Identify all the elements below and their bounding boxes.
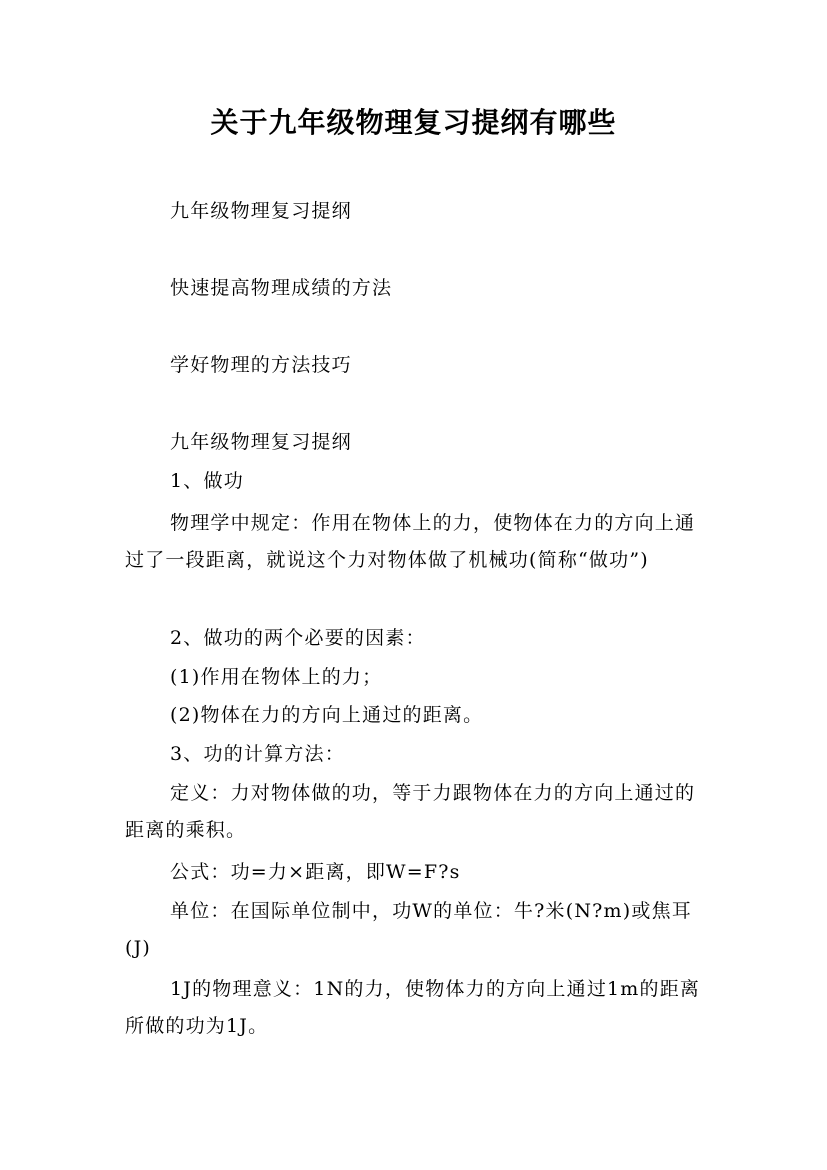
paragraph-work-heading: 1、做功 [170,470,244,492]
paragraph-work-definition: 物理学中规定：作用在物体上的力，使物体在力的方向上通过了一段距离，就说这个力对物体做了机械功(简称“做功”) [125,512,696,571]
toc-item-methods: 快速提高物理成绩的方法 [170,277,393,299]
paragraph-physical-meaning: 1J的物理意义：1N的力，使物体力的方向上通过1m的距离所做的功为1J。 [125,978,701,1037]
paragraph-factor-2: (2)物体在力的方向上通过的距离。 [170,704,484,726]
paragraph-factors-heading: 2、做功的两个必要的因素： [170,627,426,649]
document-title: 关于九年级物理复习提纲有哪些 [210,106,617,139]
paragraph-calculation-definition: 定义：力对物体做的功，等于力跟物体在力的方向上通过的距离的乘积。 [125,782,696,841]
toc-item-tips: 学好物理的方法技巧 [170,354,352,376]
paragraph-factor-1: (1)作用在物体上的力； [170,666,383,688]
paragraph-unit: 单位：在国际单位制中，功W的单位：牛?米(N?m)或焦耳(J) [125,900,692,959]
paragraph-calculation-heading: 3、功的计算方法： [170,743,345,765]
toc-item-outline: 九年级物理复习提纲 [170,200,352,222]
section-heading: 九年级物理复习提纲 [170,431,352,453]
paragraph-formula: 公式：功=力×距离，即W=F?s [170,861,461,883]
